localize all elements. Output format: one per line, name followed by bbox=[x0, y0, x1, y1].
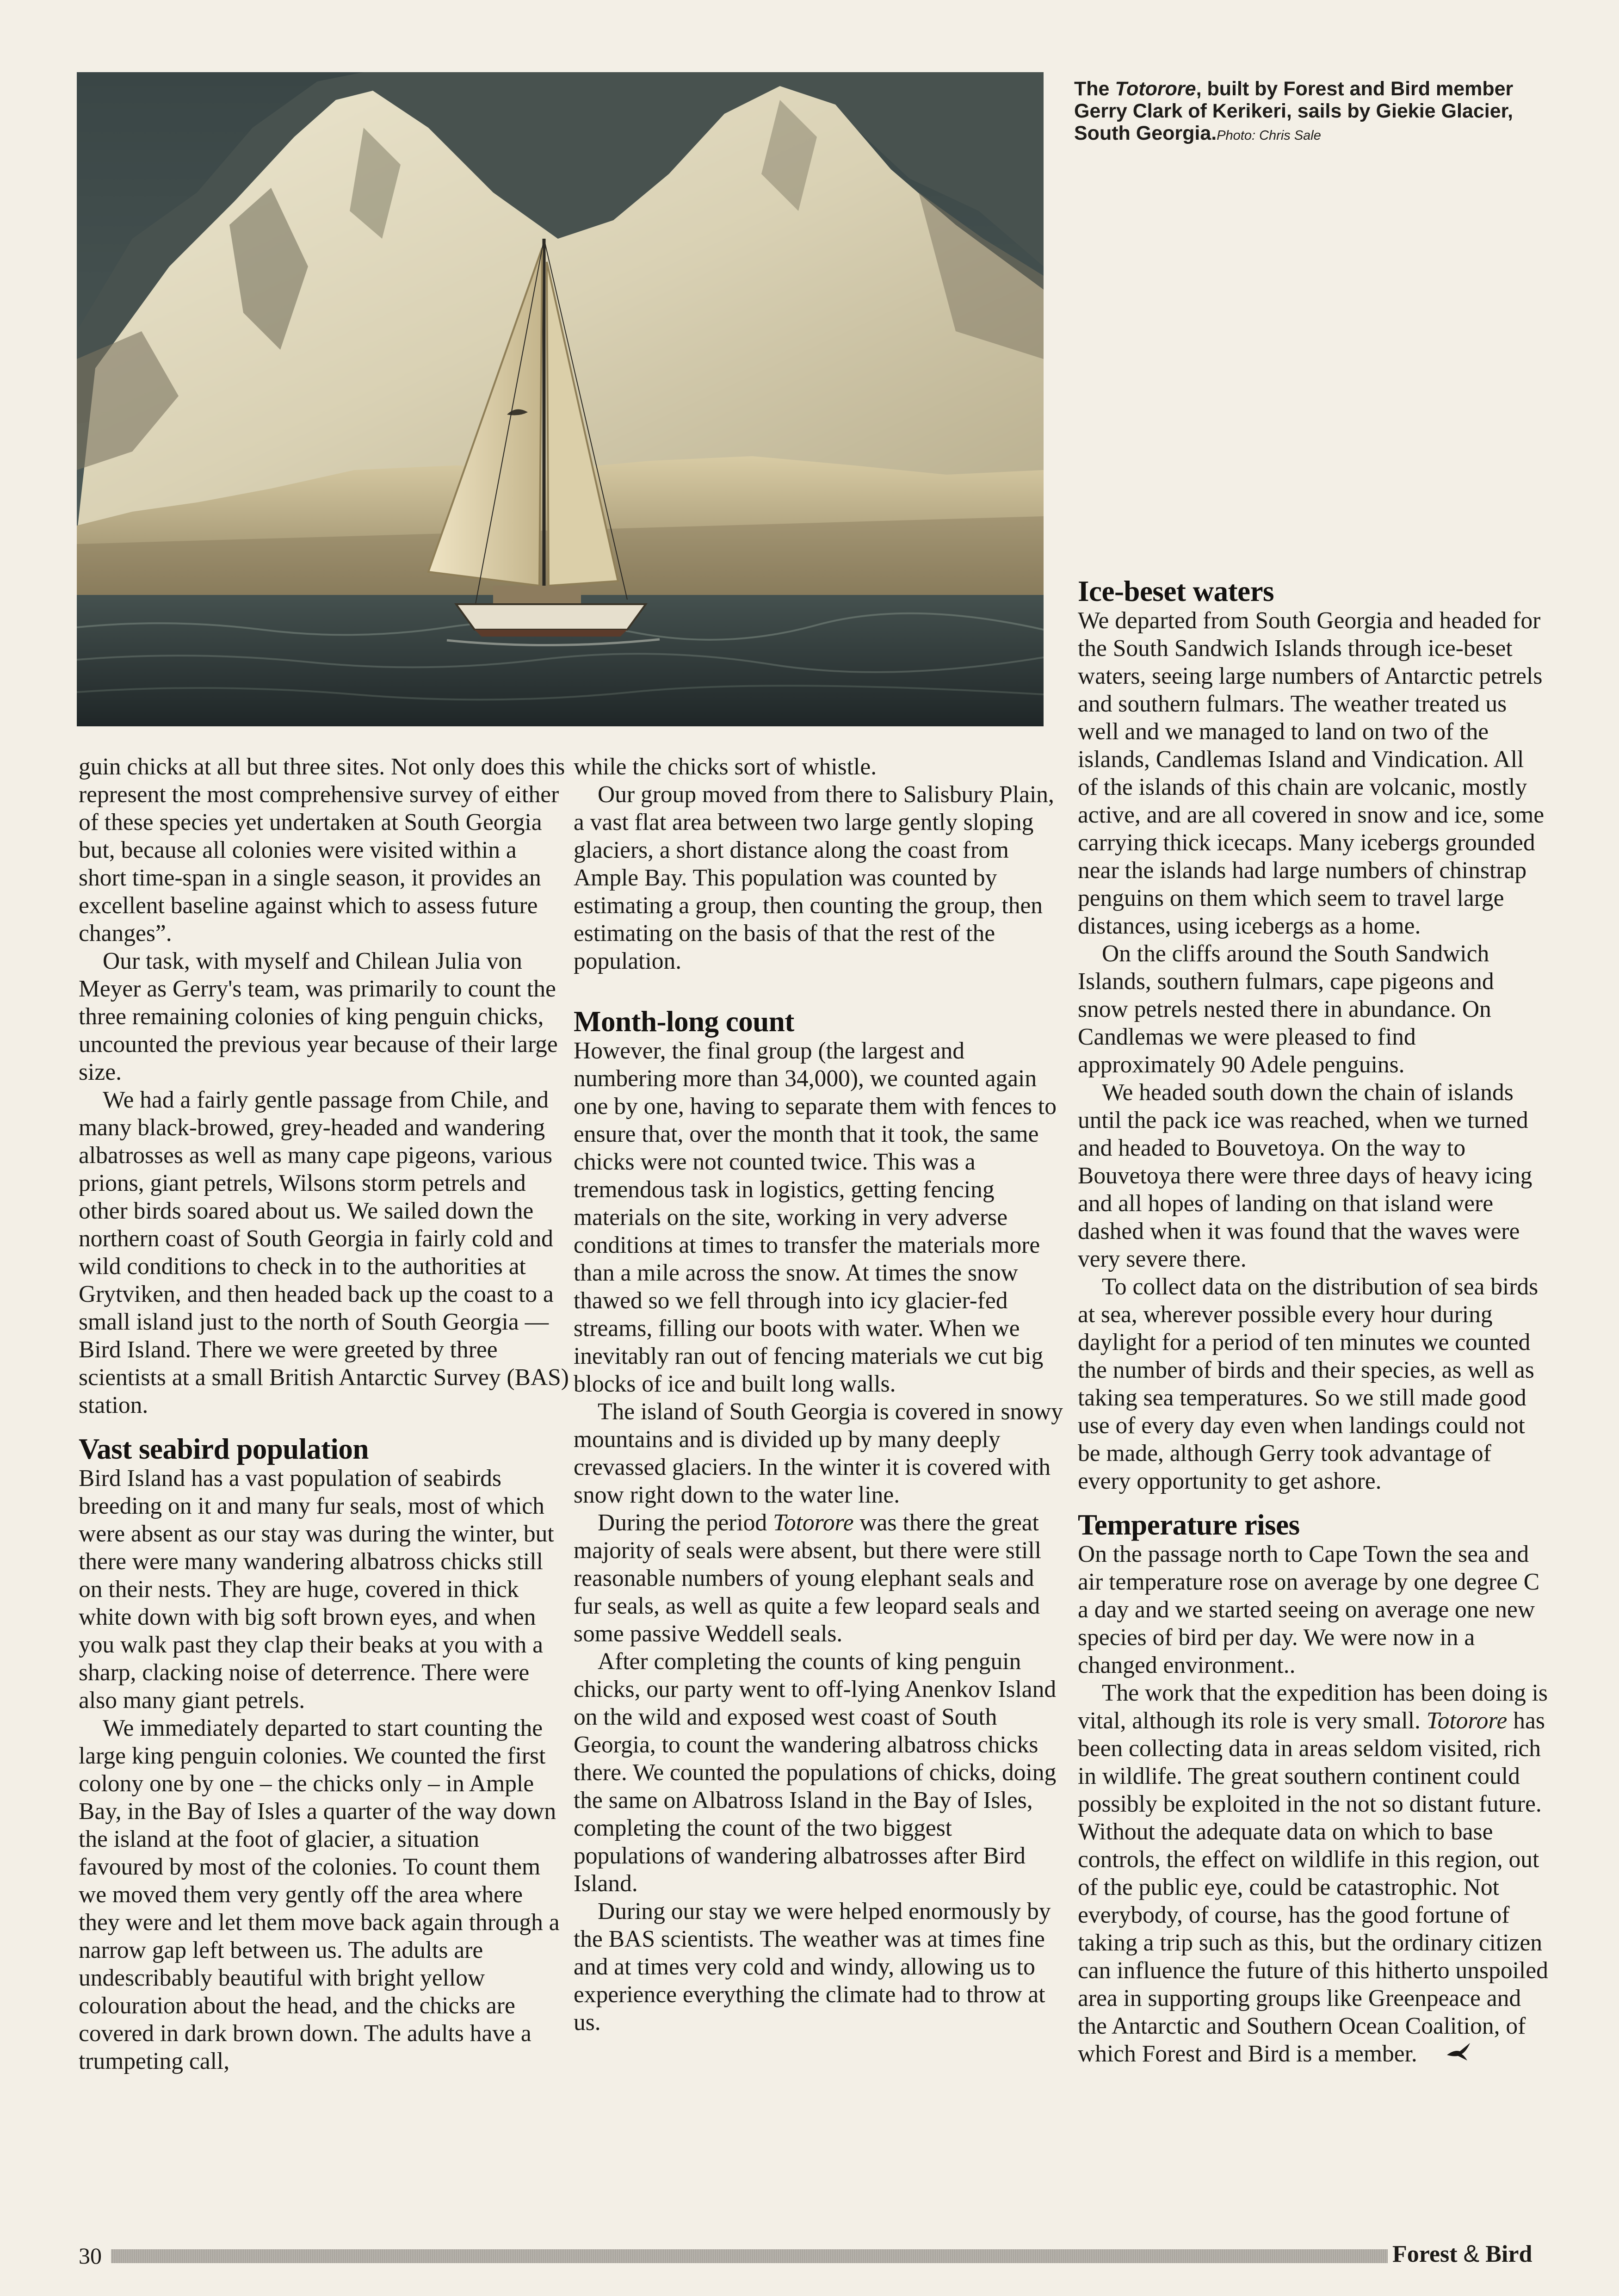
paragraph: The island of South Georgia is covered in snowy mountains and is divided up by many deeply crevassed glaciers. In the winter it is covered with snow right down to the water line. bbox=[574, 1399, 1063, 1508]
paragraph: To collect data on the distribution of sea birds at sea, wherever possible every hour during daylight for a period of ten minutes we counted the number of birds and their species, as well as taking sea temperatures. So we still made good use of every day even when landings could not be made, although Gerry took advantage of every opportunity to get ashore. bbox=[1078, 1274, 1539, 1494]
paragraph: Our task, with myself and Chilean Julia von Meyer as Gerry's team, was primarily to count the three remaining colonies of king penguin chicks, uncounted the previous year because of their large size. bbox=[79, 948, 558, 1085]
section-heading: Temperature rises bbox=[1078, 1509, 1300, 1541]
magazine-name: Forest & Bird bbox=[1392, 2240, 1532, 2267]
page-footer bbox=[74, 2239, 1554, 2271]
article-column-1 bbox=[79, 753, 569, 2075]
paragraph: During the period Totorore was there the great majority of seals were absent, but there were still reasonable numbers of young elephant seals and fur seals, as well as quite a few leopard seals and some passive Weddell seals. bbox=[574, 1510, 1042, 1647]
yacht-glacier-illustration bbox=[77, 72, 1044, 726]
paragraph: The work that the expedition has been doing is vital, although its role is very small. Totorore has been collecting data in areas seldom visited, rich in wildlife. The great southern continent could possibly be exploited in the not so distant future. Without the adequate data on which to base controls, the effect on wildlife in this region, out of the public eye, could be catastrophic. Not everybody, of course, has the good fortune of taking a trip such as this, but the ordinary citizen can influence the future of this hitherto unspoiled area in supporting groups like Greenpeace and the Antarctic and Southern Ocean Coalition, of which Forest and Bird is a member. bbox=[1078, 1680, 1548, 2067]
article-column-2 bbox=[574, 753, 1064, 2036]
photo-credit: Photo: Chris Sale bbox=[1217, 128, 1321, 143]
article-column-3 bbox=[1078, 576, 1550, 2068]
article-photo bbox=[77, 72, 1044, 726]
paragraph: guin chicks at all but three sites. Not only does this represent the most comprehensive survey of either of these species yet undertaken at South Georgia but, because all colonies were visited within a short time-span in a single season, it provides an excellent baseline against which to assess future changes”. bbox=[79, 754, 565, 947]
vessel-name: Totorore bbox=[773, 1510, 854, 1536]
page-number: 30 bbox=[79, 2243, 102, 2269]
section-heading: Vast seabird population bbox=[79, 1433, 369, 1465]
paragraph: After completing the counts of king penguin chicks, our party went to off-lying Anenkov Island on the wild and exposed west coast of South Georgia, to count the wandering albatross chicks there. We counted the populations of chicks, doing the same on Albatross Island in the Bay of Isles, completing the count of the two biggest populations of wandering albatrosses after Bird Island. bbox=[574, 1648, 1057, 1897]
bird-icon bbox=[1422, 2040, 1472, 2068]
paragraph: On the passage north to Cape Town the sea and air temperature rose on average by one degree C a day and we started seeing on average one new species of bird per day. We were now in a changed environment.. bbox=[1078, 1541, 1540, 1678]
section-heading: Ice-beset waters bbox=[1078, 575, 1274, 607]
paragraph: However, the final group (the largest and numbering more than 34,000), we counted again one by one, having to separate them with fences to ensure that, over the month that it took, the same chicks were not counted twice. This was a tremendous task in logistics, getting fencing materials on the site, working in very adverse conditions at times to transfer the materials more than a mile across the snow. At times the snow thawed so we fell through into icy glacier-fed streams, filling our boots with water. When we inevitably ran out of fencing materials we cut big blocks of ice and built long walls. bbox=[574, 1038, 1057, 1397]
vessel-name: Totorore bbox=[1426, 1708, 1508, 1734]
caption-text: , built by Forest and Bird member Gerry Clark of Kerikeri, sails by Giekie Glacier, South Georgia. bbox=[1074, 78, 1514, 144]
paragraph: while the chicks sort of whistle. bbox=[574, 754, 877, 780]
paragraph: We departed from South Georgia and headed for the South Sandwich Islands through ice-beset waters, seeing large numbers of Antarctic petrels and southern fulmars. The weather treated us well and we managed to land on two of the islands, Candlemas Island and Vindication. All of the islands of this chain are volcanic, mostly active, and are all covered in snow and ice, some carrying thick icecaps. Many icebergs grounded near the islands had large numbers of chinstrap penguins on them which seem to travel large distances, using icebergs as a home. bbox=[1078, 607, 1545, 939]
paragraph: We headed south down the chain of islands until the pack ice was reached, when we turned and headed to Bouvetoya. On the way to Bouvetoya there were three days of heavy icing and all hopes of landing on that island were dashed when it was found that the waves were very severe there. bbox=[1078, 1079, 1532, 1272]
footer-rule bbox=[111, 2249, 1388, 2263]
paragraph: We immediately departed to start counting the large king penguin colonies. We counted the first colony one by one – the chicks only – in Ample Bay, in the Bay of Isles a quarter of the way down the island at the foot of glacier, a situation favoured by most of the colonies. To count them we moved them very gently off the area where they were and let them move back again through a narrow gap left between us. The adults are undescribably beautiful with bright yellow colouration about the head, and the chicks are covered in dark brown down. The adults have a trumpeting call, bbox=[79, 1715, 560, 2074]
paragraph: During our stay we were helped enormously by the BAS scientists. The weather was at times fine and at times very cold and windy, allowing us to experience everything the climate had to throw at us. bbox=[574, 1898, 1051, 2036]
caption-pre: The bbox=[1074, 78, 1115, 100]
paragraph: Our group moved from there to Salisbury Plain, a vast flat area between two large gently sloping glaciers, a short distance along the coast from Ample Bay. This population was counted by estimating a group, then counting the group, then estimating on the basis of that the rest of the population. bbox=[574, 781, 1054, 974]
section-heading: Month-long count bbox=[574, 1005, 794, 1038]
photo-caption bbox=[1074, 78, 1541, 147]
paragraph: Bird Island has a vast population of seabirds breeding on it and many fur seals, most of which were absent as our stay was during the winter, but there were many wandering albatross chicks still on their nests. They are huge, covered in thick white down with big soft brown eyes, and when you walk past they clap their beaks at you with a sharp, clacking noise of deterrence. There were also many giant petrels. bbox=[79, 1465, 554, 1714]
paragraph: On the cliffs around the South Sandwich Islands, southern fulmars, cape pigeons and snow petrels nested there in abundance. On Candlemas we were pleased to find approximately 90 Adele penguins. bbox=[1078, 941, 1494, 1078]
paragraph: We had a fairly gentle passage from Chile, and many black-browed, grey-headed and wandering albatrosses as well as many cape pigeons, various prions, giant petrels, Wilsons storm petrels and other birds soared about us. We sailed down the northern coast of South Georgia in fairly cold and wild conditions to check in to the authorities at Grytviken, and then headed back up the coast to a small island just to the north of South Georgia — Bird Island. There we were greeted by three scientists at a small British Antarctic Survey (BAS) station. bbox=[79, 1087, 569, 1418]
caption-vessel-name: Totorore bbox=[1115, 78, 1196, 100]
